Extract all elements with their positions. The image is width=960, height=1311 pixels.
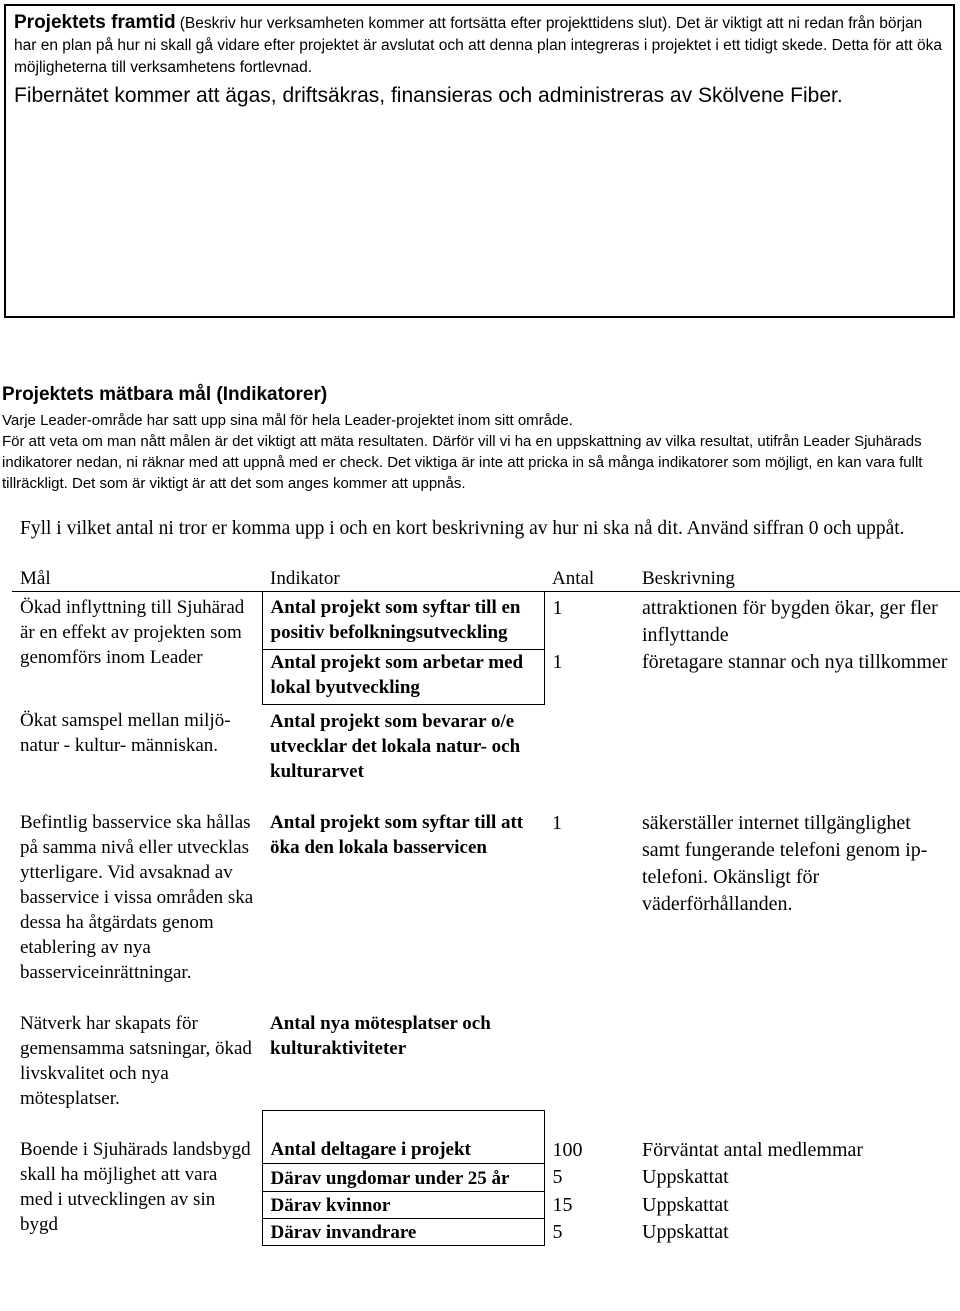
- table-row: [12, 704, 960, 784]
- beskrivning-cell[interactable]: [634, 985, 960, 1111]
- instruction-text: Fyll i vilket antal ni tror er komma upp i och en kort beskrivning av hur ni ska nå dit. Använd siffran 0 och uppåt.: [20, 518, 905, 539]
- table-row: [12, 985, 960, 1111]
- framtid-box: [4, 4, 955, 318]
- antal-cell[interactable]: 15: [552, 1193, 573, 1216]
- framtid-answer[interactable]: Fibernätet kommer att ägas, driftsäkras, finansieras och administreras av Skölvene Fiber.: [14, 84, 843, 107]
- mal-cell: Ökat samspel mellan miljö- natur - kultur- människan.: [20, 710, 231, 756]
- indicator-table: [12, 566, 960, 1246]
- indikatorer-para1: Varje Leader-område har satt upp sina mål för hela Leader-projektet inom sitt område.: [2, 412, 573, 429]
- framtid-title: Projektets framtid: [14, 12, 176, 33]
- antal-cell[interactable]: 5: [552, 1165, 563, 1188]
- table-header-row: [12, 566, 960, 592]
- indikatorer-title: Projektets mätbara mål (Indikatorer): [2, 384, 328, 405]
- indikatorer-para2: För att veta om man nått målen är det viktigt att mäta resultaten. Därför vill vi ha en uppskattning av vilka resultat, utifrån Leader Sjuhärads indikatorer nedan, ni räknar med att uppnå med er check. Det viktiga är inte att pricka in så många indikatorer som möjligt, en kan vara fullt tillräckligt. Det som är viktigt är att det som anges kommer att uppnås.: [2, 433, 923, 492]
- table-row: [12, 1111, 960, 1164]
- header-indikator: Indikator: [262, 566, 544, 592]
- antal-cell[interactable]: [544, 704, 634, 784]
- antal-cell[interactable]: [544, 985, 634, 1111]
- indikator-cell: Antal projekt som bevarar o/e utvecklar det lokala natur- och kulturarvet: [270, 710, 521, 782]
- antal-cell[interactable]: 100: [552, 1138, 583, 1161]
- antal-cell[interactable]: 1: [552, 651, 563, 673]
- mal-cell: Ökad inflyttning till Sjuhärad är en effekt av projekten som genomförs inom Leader: [20, 597, 245, 668]
- antal-cell[interactable]: 5: [552, 1220, 563, 1243]
- indikator-cell: Därav invandrare: [262, 1219, 544, 1246]
- beskrivning-cell[interactable]: Uppskattat: [642, 1165, 729, 1188]
- header-mal: Mål: [12, 566, 262, 592]
- antal-cell[interactable]: 1: [552, 811, 562, 834]
- framtid-header: [14, 12, 945, 79]
- beskrivning-cell[interactable]: Förväntat antal medlemmar: [642, 1138, 864, 1161]
- beskrivning-cell[interactable]: Uppskattat: [642, 1193, 729, 1216]
- indikator-cell: Antal deltagare i projekt: [262, 1111, 544, 1164]
- beskrivning-cell[interactable]: Uppskattat: [642, 1220, 729, 1243]
- table-row: [12, 592, 960, 650]
- indikator-cell: Antal nya mötesplatser och kulturaktiviteter: [270, 1012, 491, 1059]
- header-antal: Antal: [544, 566, 634, 592]
- beskrivning-cell[interactable]: attraktionen för bygden ökar, ger fler inflyttande: [642, 597, 938, 646]
- framtid-intro: (Beskriv hur verksamheten kommer att fortsätta efter projekttidens slut). Det är viktigt att ni redan från början har en plan på hur ni skall gå vidare efter projektet är avslutat och att denna plan integreras i projektet i ett tidigt skede. Detta för att öka möjligheterna till verksamhetens fortlevnad.: [14, 15, 942, 76]
- indikator-cell: Antal projekt som syftar till en positiv befolkningsutveckling: [262, 592, 544, 650]
- beskrivning-cell[interactable]: [634, 704, 960, 784]
- table-row: [12, 784, 960, 985]
- indikator-cell: Därav kvinnor: [262, 1192, 544, 1219]
- header-beskrivning: Beskrivning: [634, 566, 960, 592]
- beskrivning-cell[interactable]: säkerställer internet tillgänglighet samt fungerande telefoni genom ip-telefoni. Okänsligt för väderförhållanden.: [642, 811, 928, 915]
- indikator-cell: Antal projekt som syftar till att öka den lokala basservicen: [270, 811, 524, 858]
- beskrivning-cell[interactable]: företagare stannar och nya tillkommer: [642, 651, 948, 673]
- mal-cell: Nätverk har skapats för gemensamma satsningar, ökad livskvalitet och nya mötesplatser.: [20, 1012, 252, 1109]
- indikator-cell: Antal projekt som arbetar med lokal byutveckling: [262, 649, 544, 704]
- mal-cell: Befintlig basservice ska hållas på samma nivå eller utvecklas ytterligare. Vid avsaknad av basservice i vissa områden ska dessa ha åtgärdats genom etablering av nya basserviceinrättningar.: [20, 811, 254, 983]
- indikatorer-text: [2, 410, 952, 494]
- antal-cell[interactable]: 1: [552, 597, 563, 619]
- indikator-cell: Därav ungdomar under 25 år: [262, 1164, 544, 1192]
- mal-cell: Boende i Sjuhärads landsbygd skall ha möjlighet att vara med i utvecklingen av sin bygd: [20, 1138, 251, 1235]
